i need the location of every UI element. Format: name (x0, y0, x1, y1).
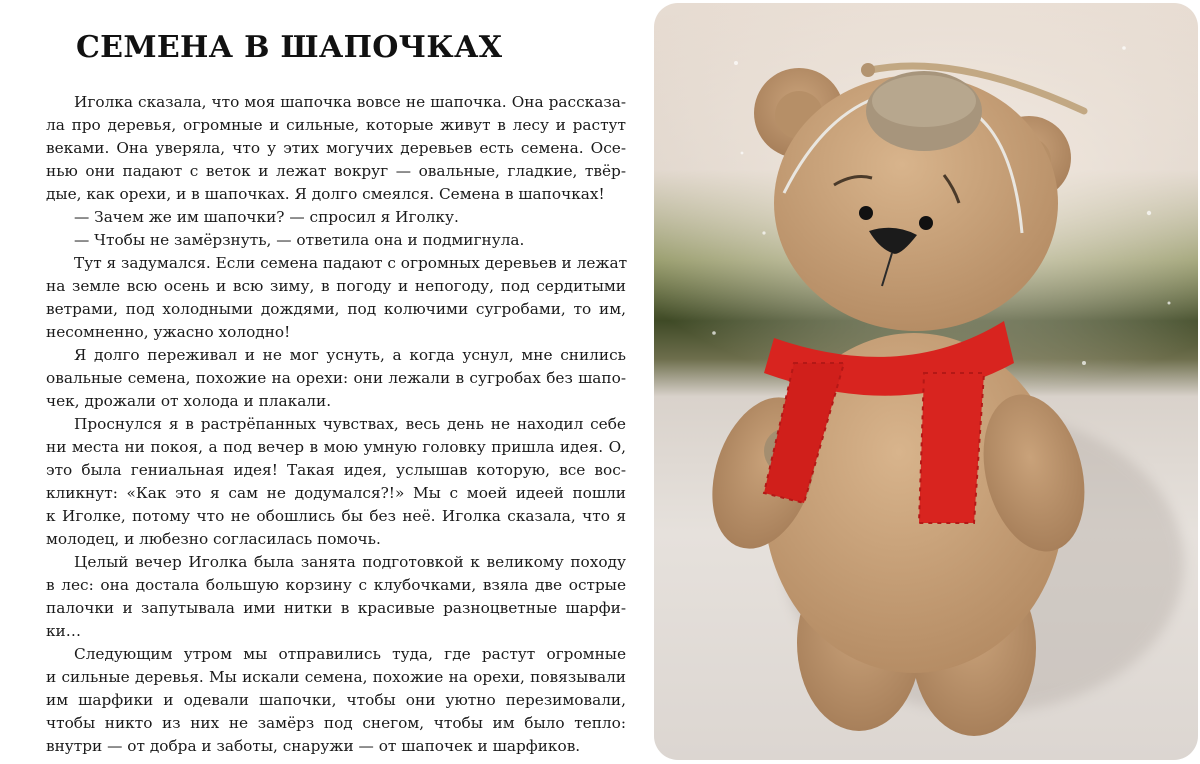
text-line: Я долго переживал и не мог уснуть, а когда уснул, мне снились (74, 346, 626, 364)
text-line: ла про деревья, огромные и сильные, которые живут в лесу и растут (46, 116, 626, 134)
text-line: несомненно, ужасно холодно! (46, 323, 291, 341)
text-line: Целый вечер Иголка была занята подготовкой к великому походу (74, 553, 626, 571)
text-line: овальные семена, похожие на орехи: они лежали в сугробах без шапо- (46, 369, 626, 387)
text-line: палочки и запутывала ими нитки в красивые разноцветные шарфи- (46, 599, 626, 617)
text-line: кликнут: «Как это я сам не додумался?!» Мы с моей идеей пошли (46, 484, 626, 502)
text-line: в лес: она достала большую корзину с клубочками, взяла две острые (46, 576, 626, 594)
text-line: Иголка сказала, что моя шапочка вовсе не шапочка. Она рассказа- (74, 93, 626, 111)
text-line: — Чтобы не замёрзнуть, — ответила она и подмигнула. (74, 231, 525, 249)
text-line: дые, как орехи, и в шапочках. Я долго смеялся. Семена в шапочках! (46, 185, 605, 203)
text-line: чтобы никто из них не замёрз под снегом, чтобы им было тепло: (46, 714, 626, 732)
text-line: чек, дрожали от холода и плакали. (46, 392, 332, 410)
text-line: на земле всю осень и всю зиму, в погоду и непогоду, под сердитыми (46, 277, 626, 295)
text-line: ки… (46, 622, 82, 640)
text-line: им шарфики и одевали шапочки, чтобы они уютно перезимовали, (46, 691, 626, 709)
text-line: молодец, и любезно согласилась помочь. (46, 530, 381, 548)
text-line: нью они падают с веток и лежат вокруг — овальные, гладкие, твёр- (46, 162, 626, 180)
text-line: веками. Она уверяла, что у этих могучих деревьев есть семена. Осе- (46, 139, 626, 157)
teddy-bear-photo (654, 3, 1198, 760)
text-line: — Зачем же им шапочки? — спросил я Иголку. (74, 208, 459, 226)
text-line: и сильные деревья. Мы искали семена, похожие на орехи, повязывали (46, 668, 626, 686)
text-line: Тут я задумался. Если семена падают с огромных деревьев и лежат (74, 254, 628, 272)
text-line: Проснулся я в растрёпанных чувствах, весь день не находил себе (74, 415, 626, 433)
text-line: это была гениальная идея! Такая идея, услышав которую, все вос- (46, 461, 626, 479)
text-line: ни места ни покоя, а под вечер в мою умную головку пришла идея. О, (46, 438, 626, 456)
text-line: к Иголке, потому что не обошлись бы без неё. Иголка сказала, что я (46, 507, 626, 525)
text-line: ветрами, под холодными дождями, под колючими сугробами, то им, (46, 300, 626, 318)
teddy-bear-illustration (654, 3, 1198, 760)
page-title: СЕМЕНА В ШАПОЧКАХ (76, 30, 503, 65)
text-line: Следующим утром мы отправились туда, где растут огромные (74, 645, 626, 663)
text-line: внутри — от добра и заботы, снаружи — от шапочек и шарфиков. (46, 737, 581, 755)
